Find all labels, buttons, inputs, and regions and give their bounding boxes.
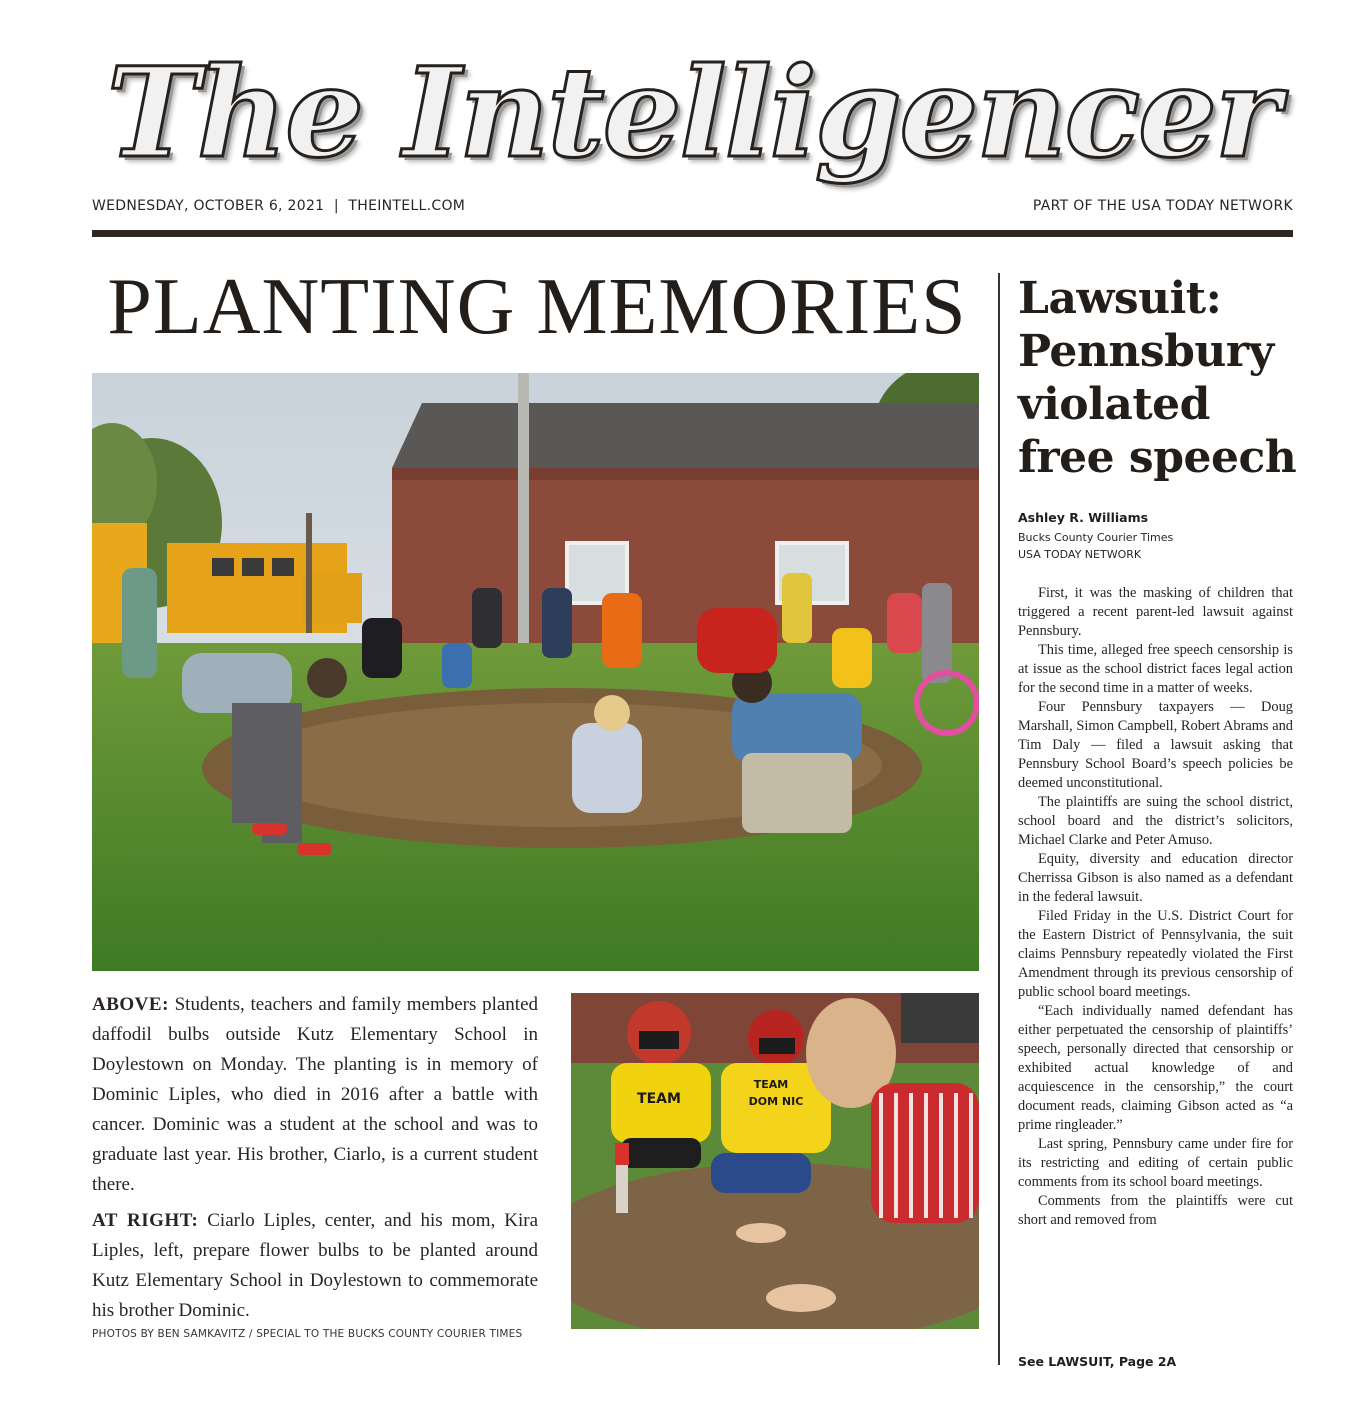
main-headline: PLANTING MEMORIES: [107, 263, 967, 351]
column-divider: [998, 273, 1000, 1365]
shirt-text-mom: TEAM: [637, 1091, 681, 1107]
side-headline-line: violated: [1018, 379, 1210, 430]
article-paragraph: Filed Friday in the U.S. District Court for the Eastern District of Pennsylvania, the suit claims Pennsbury repeatedly violated the First Amendment through its previous censorship of public school board meetings.: [1018, 908, 1293, 1000]
side-story: [1018, 272, 1297, 1325]
article-body: [1018, 584, 1293, 1325]
shirt-text-ciarlo-1: TEAM: [753, 1078, 789, 1091]
article-paragraph: “Each individually named defendant has either perpetuated the censorship of plaintiffs’ speech, personally directed that censorship or exhibited actual knowledge of and acquiescence in the censorship,” the court document reads, claiming Gibson acted as “a prime ringleader.”: [1018, 1003, 1293, 1133]
secondary-photo: [571, 993, 979, 1329]
masthead-rule: [92, 230, 1293, 237]
shirt-text-ciarlo-2: DOM NIC: [748, 1095, 804, 1108]
article-paragraph: Four Pennsbury taxpayers — Doug Marshall, Simon Campbell, Robert Abrams and Tim Daly — filed a lawsuit asking that Pennsbury School Board’s speech policies be deemed unconstitutional.: [1018, 699, 1293, 791]
affiliation-network: USA TODAY NETWORK: [1018, 548, 1142, 561]
jump-link[interactable]: See LAWSUIT, Page 2A: [1018, 1354, 1177, 1369]
network-tagline: PART OF THE USA TODAY NETWORK: [1032, 198, 1293, 214]
side-headline-line: Lawsuit:: [1018, 273, 1222, 324]
article-paragraph: The plaintiffs are suing the school district, school board and the district’s solicitors, Michael Clarke and Peter Amuso.: [1018, 794, 1293, 848]
dateline: WEDNESDAY, OCTOBER 6, 2021 | THEINTELL.COM: [92, 198, 466, 214]
article-paragraph: First, it was the masking of children that triggered a recent parent-led lawsuit against Pennsbury.: [1018, 585, 1293, 639]
byline-author: Ashley R. Williams: [1018, 510, 1149, 525]
photo-credit: PHOTOS BY BEN SAMKAVITZ / SPECIAL TO THE BUCKS COUNTY COURIER TIMES: [92, 1328, 523, 1340]
masthead-logo: The Intelligencer: [106, 40, 1279, 186]
caption-right-lead: AT RIGHT:: [92, 1210, 199, 1231]
masthead: [92, 28, 1293, 198]
side-headline-line: Pennsbury: [1018, 326, 1274, 377]
photo-caption: [92, 990, 538, 1326]
caption-above-text: Students, teachers and family members planted daffodil bulbs outside Kutz Elementary School in Doylestown on Monday. The planting is in memory of Dominic Liples, who died in 2016 after a battle with cancer. Dominic was a student at the school and was to graduate last year. His brother, Ciarlo, is a current student there.: [92, 994, 538, 1195]
article-paragraph: Comments from the plaintiffs were cut short and removed from: [1018, 1193, 1293, 1228]
article-paragraph: Last spring, Pennsbury came under fire for its restricting and editing of certain public comments from its school board meetings.: [1018, 1136, 1293, 1190]
caption-right-text: Ciarlo Liples, center, and his mom, Kira Liples, left, prepare flower bulbs to be planted around Kutz Elementary School in Doylestown to commemorate his brother Dominic.: [92, 1210, 539, 1321]
article-paragraph: Equity, diversity and education director Cherrissa Gibson is also named as a defendant in the federal lawsuit.: [1018, 851, 1293, 905]
main-photo: [92, 373, 979, 971]
side-headline-line: free speech: [1018, 432, 1297, 483]
affiliation-paper: Bucks County Courier Times: [1018, 531, 1174, 544]
caption-above-lead: ABOVE:: [92, 994, 169, 1015]
side-headline: [1018, 272, 1297, 484]
byline-affiliation: [1018, 529, 1293, 563]
article-paragraph: This time, alleged free speech censorship is at issue as the school district faces legal action for the second time in a matter of weeks.: [1018, 642, 1293, 696]
